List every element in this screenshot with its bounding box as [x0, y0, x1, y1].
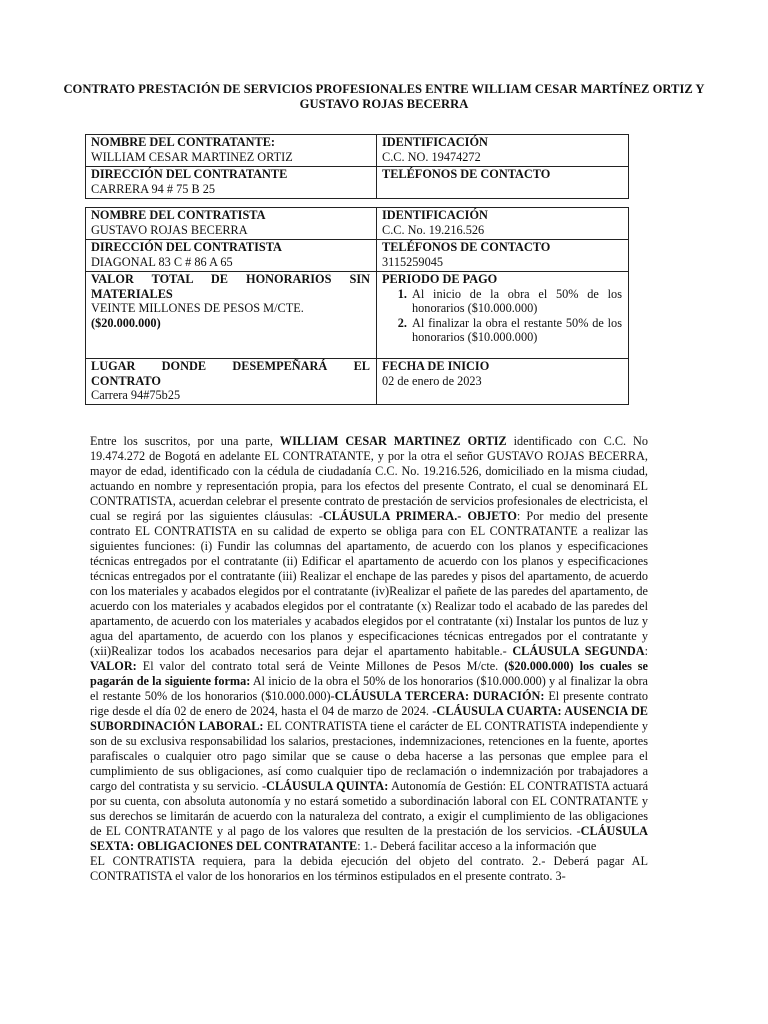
table-row	[86, 272, 629, 359]
contratista-phone-label: TELÉFONOS DE CONTACTO	[382, 240, 551, 254]
contratista-name-label: NOMBRE DEL CONTRATISTA	[91, 208, 266, 222]
text-run: :	[644, 643, 648, 658]
table-row	[86, 167, 629, 199]
payment-terms: ($20.000.000) los cuales se pagarán de la siguiente forma:	[90, 658, 648, 688]
contratista-address-value: DIAGONAL 83 C # 86 A 65	[91, 254, 233, 269]
text-run: Entre los suscritos, por una parte,	[90, 434, 280, 448]
contratante-address-cell	[86, 167, 377, 199]
contratante-phone-label: TELÉFONOS DE CONTACTO	[382, 167, 551, 181]
contratista-id-value: C.C. No. 19.216.526	[382, 222, 485, 237]
contratista-name-value: GUSTAVO ROJAS BECERRA	[91, 222, 248, 237]
contratante-name-label: NOMBRE DEL CONTRATANTE:	[91, 135, 276, 149]
text-run: Autonomía de Gestión: EL CONTRATISTA actuará por su cuenta, con absoluta autonomía y no estará sometido a subordinación laboral con EL CONTRATANTE y sus derechos se limitarán de acuerdo con la naturaleza del contrato, a exigir el cumplimiento de las obligaciones de EL CONTRATANTE y al pago de los valores que resulten de la prestación de los servicios. -	[90, 778, 649, 838]
fee-amount: ($20.000.000)	[91, 315, 161, 330]
fee-text: VEINTE MILLONES DE PESOS M/CTE.	[91, 301, 304, 316]
contratante-phone-cell	[377, 167, 629, 199]
fee-cell	[86, 272, 377, 359]
contratante-name: WILLIAM CESAR MARTINEZ ORTIZ	[279, 434, 507, 448]
document-title: CONTRATO PRESTACIÓN DE SERVICIOS PROFESIONALES ENTRE WILLIAM CESAR MARTÍNEZ ORTIZ Y GUSTAVO ROJAS BECERRA	[63, 82, 705, 111]
contratante-id-cell	[377, 135, 629, 167]
contratista-address-cell	[86, 240, 377, 272]
payment-cell	[377, 272, 629, 359]
contratante-name-value: WILLIAM CESAR MARTINEZ ORTIZ	[91, 149, 293, 164]
clause-heading: CLÁUSULA CUARTA: AUSENCIA DE SUBORDINACIÓN LABORAL:	[90, 703, 648, 733]
contratista-address-label: DIRECCIÓN DEL CONTRATISTA	[91, 240, 282, 254]
table-row	[86, 135, 629, 167]
contratante-name-cell	[86, 135, 377, 167]
fee-label: VALOR TOTAL DE HONORARIOS SIN MATERIALES	[91, 272, 370, 301]
payment-item: 1. Al inicio de la obra el 50% de los honorarios ($10.000.000)	[410, 287, 622, 316]
contratante-id-value: C.C. NO. 19474272	[382, 149, 481, 164]
start-cell	[377, 359, 629, 405]
clause-heading: CLÁUSULA SEXTA: OBLIGACIONES DEL CONTRATANTE	[90, 823, 648, 853]
contratante-address-value: CARRERA 94 # 75 B 25	[91, 181, 216, 196]
text-run: EL CONTRATISTA tiene el carácter de EL CONTRATISTA independiente y son de su exclusiva responsabilidad los salarios, prestaciones, indemnizaciones, retenciones en la fuente, aportes parafiscales o cualquier otro pago similar que se cause o deba hacerse a las personas que emplee para el cumplimiento de sus obligaciones, así como cualquier tipo de reclamación o indemnización por trabajadores a cargo del contratista y su servicio. -	[90, 718, 648, 793]
clause-heading: CLÁUSULA PRIMERA.- OBJETO	[322, 508, 517, 523]
payment-label: PERIODO DE PAGO	[382, 272, 498, 286]
contratista-id-cell	[377, 208, 629, 240]
payment-list	[382, 287, 622, 345]
text-run: El valor del contrato total será de Veinte Millones de Pesos M/cte.	[136, 658, 505, 673]
contract-paragraph	[90, 434, 648, 854]
table-row	[86, 240, 629, 272]
place-cell	[86, 359, 377, 405]
place-label: LUGAR DONDE DESEMPEÑARÁ EL CONTRATO	[91, 359, 370, 388]
contract-paragraph: EL CONTRATISTA requiera, para la debida ejecución del objeto del contrato. 2.- Deberá pagar AL CONTRATISTA el valor de los honorarios en los términos estipulados en el presente contrato. 3-	[90, 853, 648, 883]
clause-heading: CLÁUSULA TERCERA: DURACIÓN:	[334, 688, 545, 703]
contratante-table	[85, 134, 629, 199]
text-run: : Por medio del presente contrato EL CONTRATISTA en su calidad de experto se obliga para con EL CONTRATANTE a realizar las siguientes funciones: (i) Fundir las columnas del apartamento, de acuerdo con los planos y especificaciones técnicas entregados por el contratante (ii) Edificar el apartamento de acuerdo con los planos y especificaciones técnicas entregados por el contratante (iii) Realizar el enchape de las paredes y pisos del apartamento, de acuerdo con los materiales y acabados elegidos por el contratante (iv)Realizar el pañete de las paredes del apartamento, de acuerdo con los materiales y acabados elegidos por el contratante (x) Realizar todo el acabado de las paredes del apartamento, de acuerdo con los materiales y acabados elegidos por el contratante (xi) Instalar los puntos de luz y agua del apartamento, de acuerdo con los planos y especificaciones técnicas entregados por el contratante y (xii)Realizar todos los acabados necesarios para dejar el apartamento habitable.-	[90, 508, 648, 658]
contract-body	[90, 434, 648, 884]
place-value: Carrera 94#75b25	[91, 388, 181, 403]
text-run: El presente contrato rige desde el día 02 de enero de 2024, hasta el 04 de marzo de 2024. -	[90, 688, 648, 718]
table-row	[86, 208, 629, 240]
contratista-phone-value: 3115259045	[382, 254, 444, 269]
contratante-address-label: DIRECCIÓN DEL CONTRATANTE	[91, 167, 288, 181]
clause-heading: CLÁUSULA SEGUNDA	[512, 643, 645, 658]
start-label: FECHA DE INICIO	[382, 359, 490, 373]
start-value: 02 de enero de 2023	[382, 373, 482, 388]
payment-item: 2. Al finalizar la obra el restante 50% de los honorarios ($10.000.000)	[410, 316, 622, 345]
contratista-name-cell	[86, 208, 377, 240]
contratista-id-label: IDENTIFICACIÓN	[382, 208, 488, 222]
contratista-phone-cell	[377, 240, 629, 272]
contratista-table	[85, 207, 629, 405]
clause-heading: VALOR:	[90, 658, 137, 673]
clause-heading: CLÁUSULA QUINTA:	[266, 778, 389, 793]
table-row	[86, 359, 629, 405]
text-run: Al inicio de la obra el 50% de los honorarios ($10.000.000) y al finalizar la obra el restante 50% de los honorarios ($10.000.000)-	[90, 673, 648, 703]
text-run: : 1.- Deberá facilitar acceso a la información que	[357, 838, 597, 853]
text-run: identificado con C.C. No 19.474.272 de Bogotá en adelante EL CONTRATANTE, y por la otra el señor GUSTAVO ROJAS BECERRA, mayor de edad, identificado con la cédula de ciudadanía C.C. No. 19.216.526, domiciliado en la misma ciudad, actuando en nombre y representación propia, para los efectos del presente Contrato, el cual se denominará EL CONTRATISTA, acuerdan celebrar el presente contrato de prestación de servicios profesionales de electricista, el cual se regirá por las siguientes cláusulas: -	[90, 434, 648, 523]
contratante-id-label: IDENTIFICACIÓN	[382, 135, 488, 149]
